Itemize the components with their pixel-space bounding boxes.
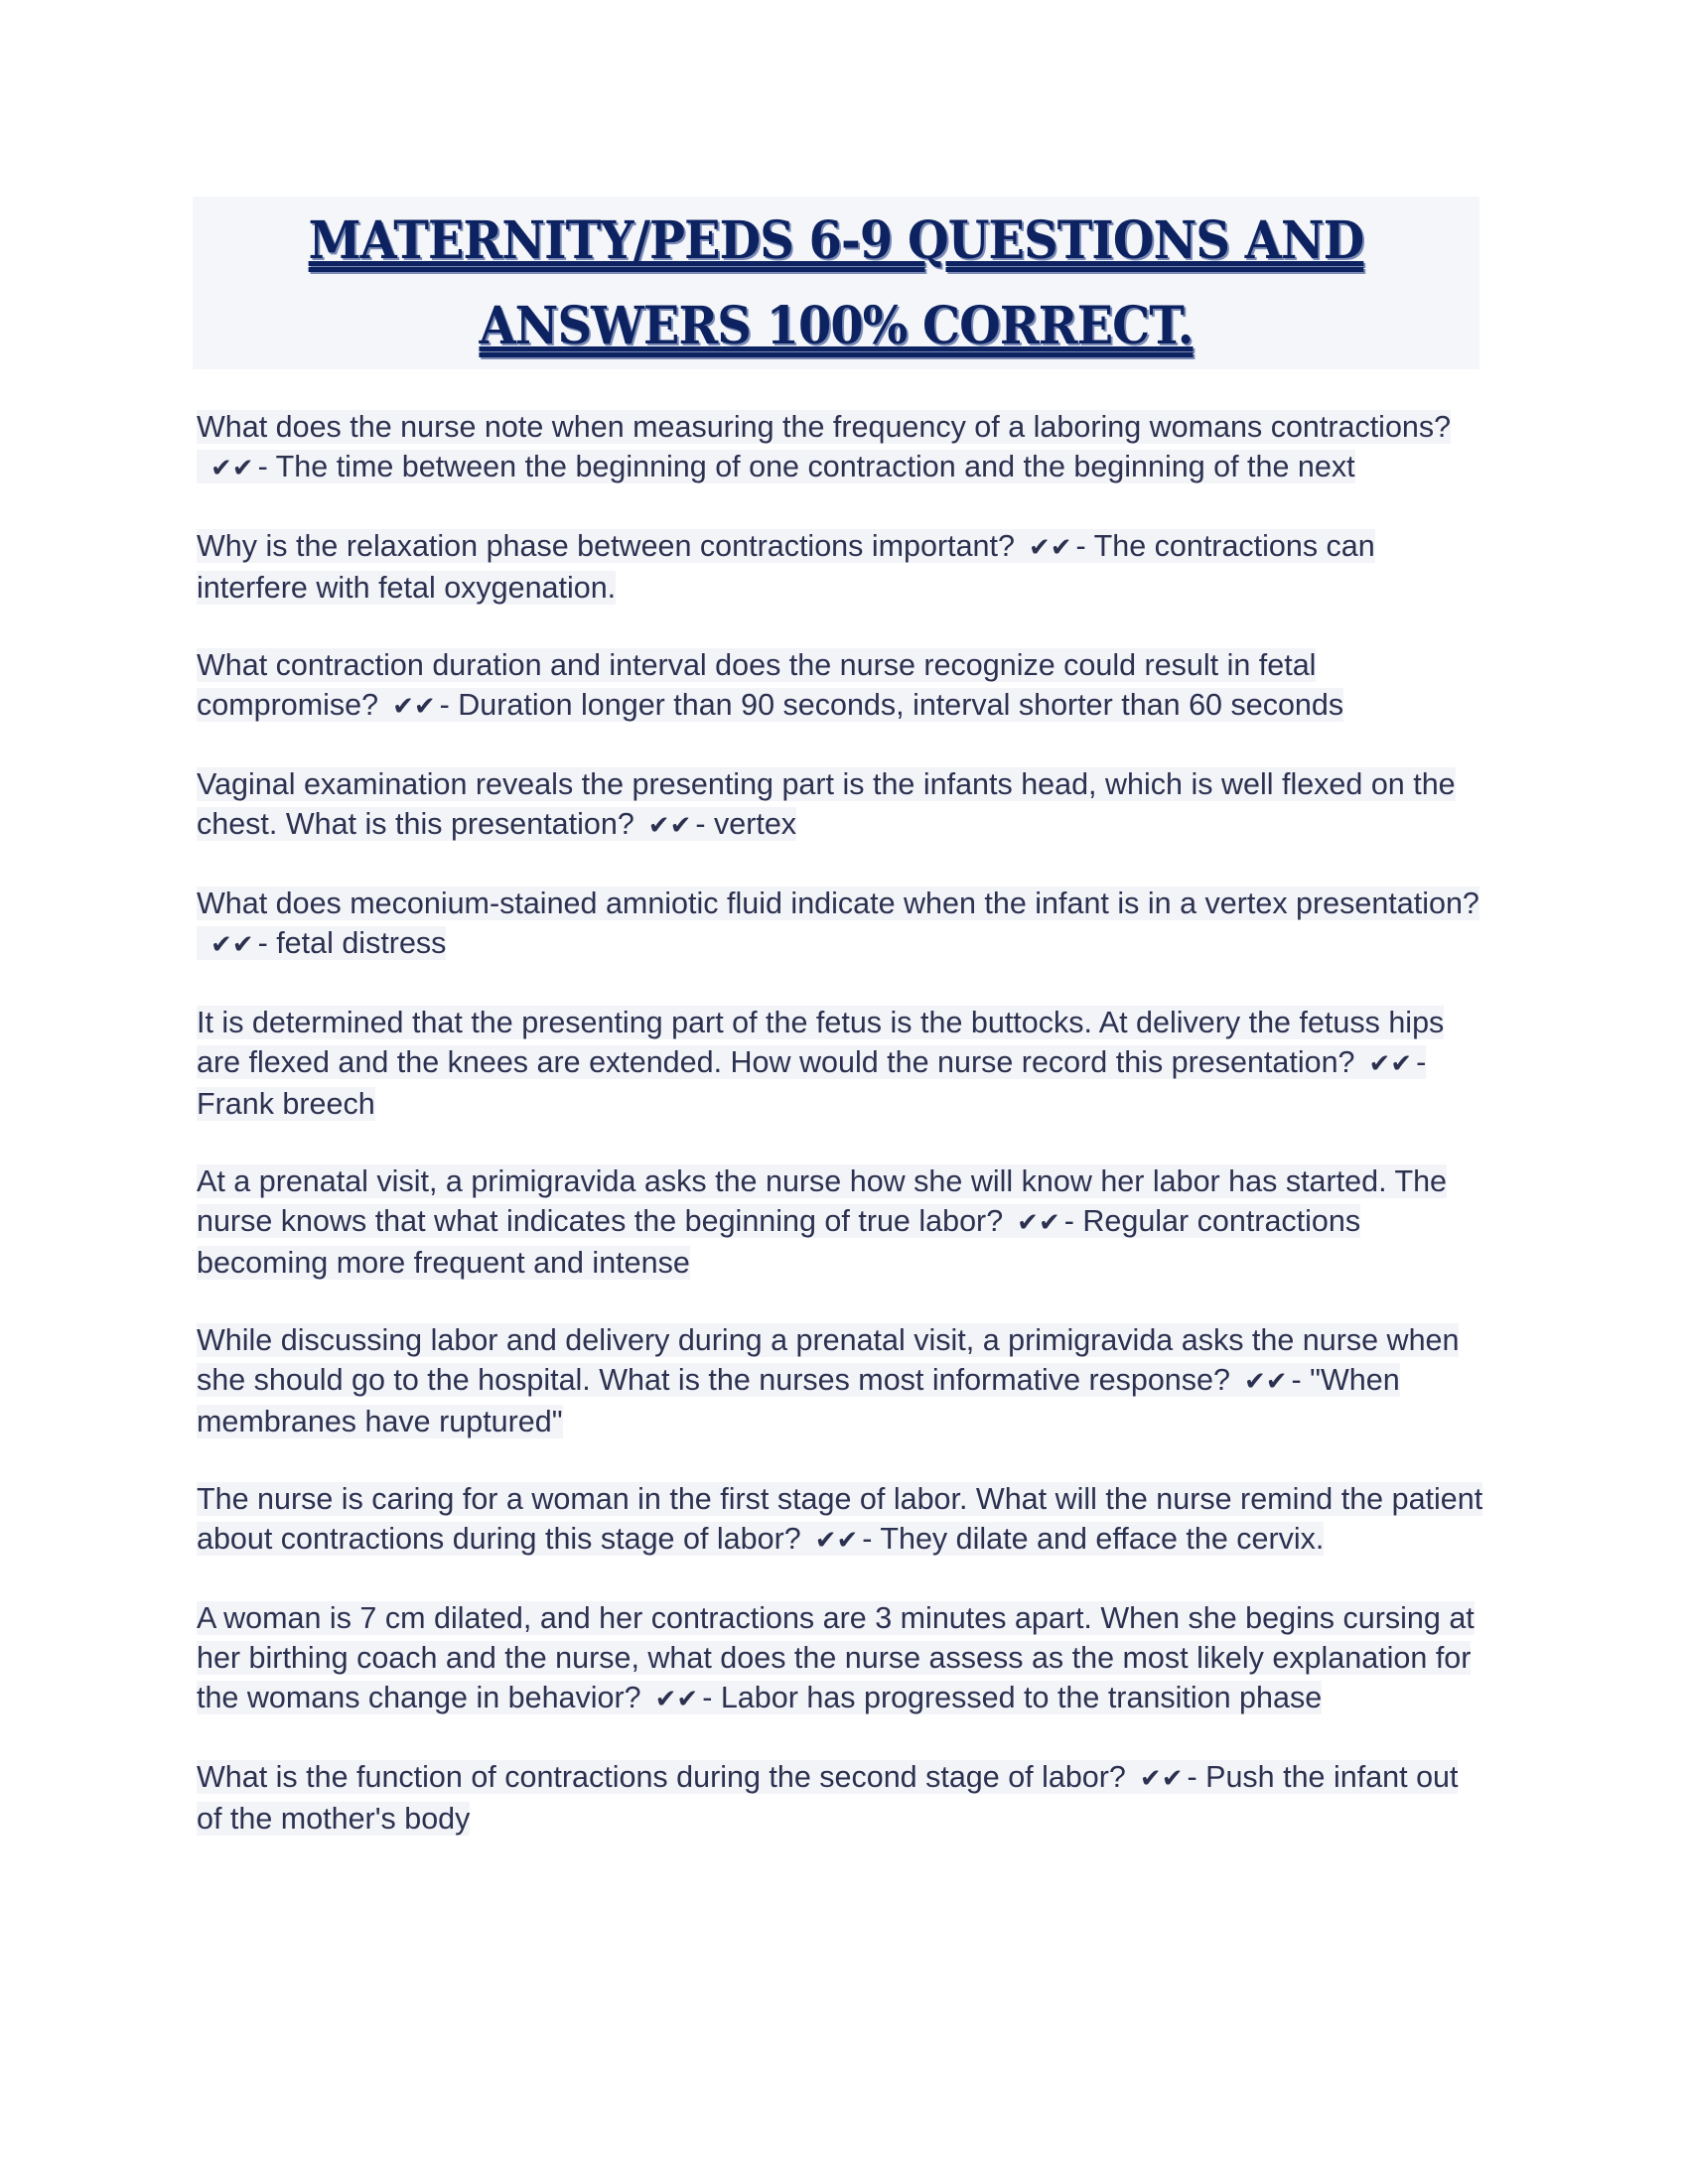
question-text: Vaginal examination reveals the presenting part is the infants head, which is well flexed on the chest. What is this presentation? [197,767,1456,841]
qa-item [197,884,1487,965]
answer-text: - The contractions can interfere with fetal oxygenation. [197,529,1375,605]
answer-text: - Frank breech [197,1045,1427,1121]
question-text: The nurse is caring for a woman in the first stage of labor. What will the nurse remind the patient about contractions during this stage of labor? [197,1482,1483,1556]
question-text: What contraction duration and interval does the nurse recognize could result in fetal compromise? [197,648,1317,722]
qa-item [197,1598,1487,1719]
qa-item [197,407,1487,488]
answer-text: - fetal distress [257,926,447,960]
answer-text: - Labor has progressed to the transition phase [702,1681,1323,1714]
double-check-icon: ✔✔ [1243,1367,1288,1397]
question-text: A woman is 7 cm dilated, and her contractions are 3 minutes apart. When she begins cursing at her birthing coach and the nurse, what does the nurse assess as the most likely explanation for the womans change in behavior? [197,1601,1475,1714]
answer-text: - vertex [695,807,797,841]
answer-text: - The time between the beginning of one contraction and the beginning of the next [257,450,1355,483]
qa-item [197,1479,1487,1561]
title-banner [193,197,1479,369]
double-check-icon: ✔✔ [1028,533,1072,563]
double-check-icon: ✔✔ [1368,1049,1413,1079]
qa-item [197,764,1487,846]
qa-item [197,1320,1487,1441]
qa-item [197,1003,1487,1124]
qa-item [197,645,1487,727]
qa-item [197,1161,1487,1283]
question-text: What does meconium-stained amniotic fluid indicate when the infant is in a vertex presentation? [197,887,1479,920]
question-text: What does the nurse note when measuring the frequency of a laboring womans contractions? [197,410,1452,444]
double-check-icon: ✔✔ [1017,1208,1060,1238]
question-text: It is determined that the presenting part of the fetus is the buttocks. At delivery the fetuss hips are flexed and the knees are extended. How would the nurse record this presentation? [197,1006,1445,1079]
question-text: At a prenatal visit, a primigravida asks the nurse how she will know her labor has started. The nurse knows that what indicates the beginning of true labor? [197,1164,1448,1238]
answer-text: - Regular contractions becoming more frequent and intense [197,1204,1361,1280]
double-check-icon: ✔✔ [647,811,692,841]
double-check-icon: ✔✔ [211,930,254,960]
answer-text: - Duration longer than 90 seconds, interval shorter than 60 seconds [439,688,1344,722]
qa-item [197,526,1487,608]
double-check-icon: ✔✔ [392,692,436,722]
double-check-icon: ✔✔ [814,1526,859,1556]
answer-text: - Push the infant out of the mother's body [197,1760,1459,1836]
question-text: Why is the relaxation phase between contractions important? [197,529,1015,563]
double-check-icon: ✔✔ [1139,1764,1184,1794]
qa-item [197,1757,1487,1839]
double-check-icon: ✔✔ [211,454,254,483]
qa-list [197,407,1487,1876]
document-title: MATERNITY/PEDS 6-9 QUESTIONS AND ANSWERS 100% CORRECT. [308,210,1364,356]
double-check-icon: ✔✔ [654,1685,699,1714]
question-text: What is the function of contractions during the second stage of labor? [197,1760,1126,1794]
answer-text: - They dilate and efface the cervix. [862,1522,1325,1556]
answer-text: - "When membranes have ruptured" [197,1363,1400,1438]
question-text: While discussing labor and delivery during a prenatal visit, a primigravida asks the nurse when she should go to the hospital. What is the nurses most informative response? [197,1323,1460,1397]
